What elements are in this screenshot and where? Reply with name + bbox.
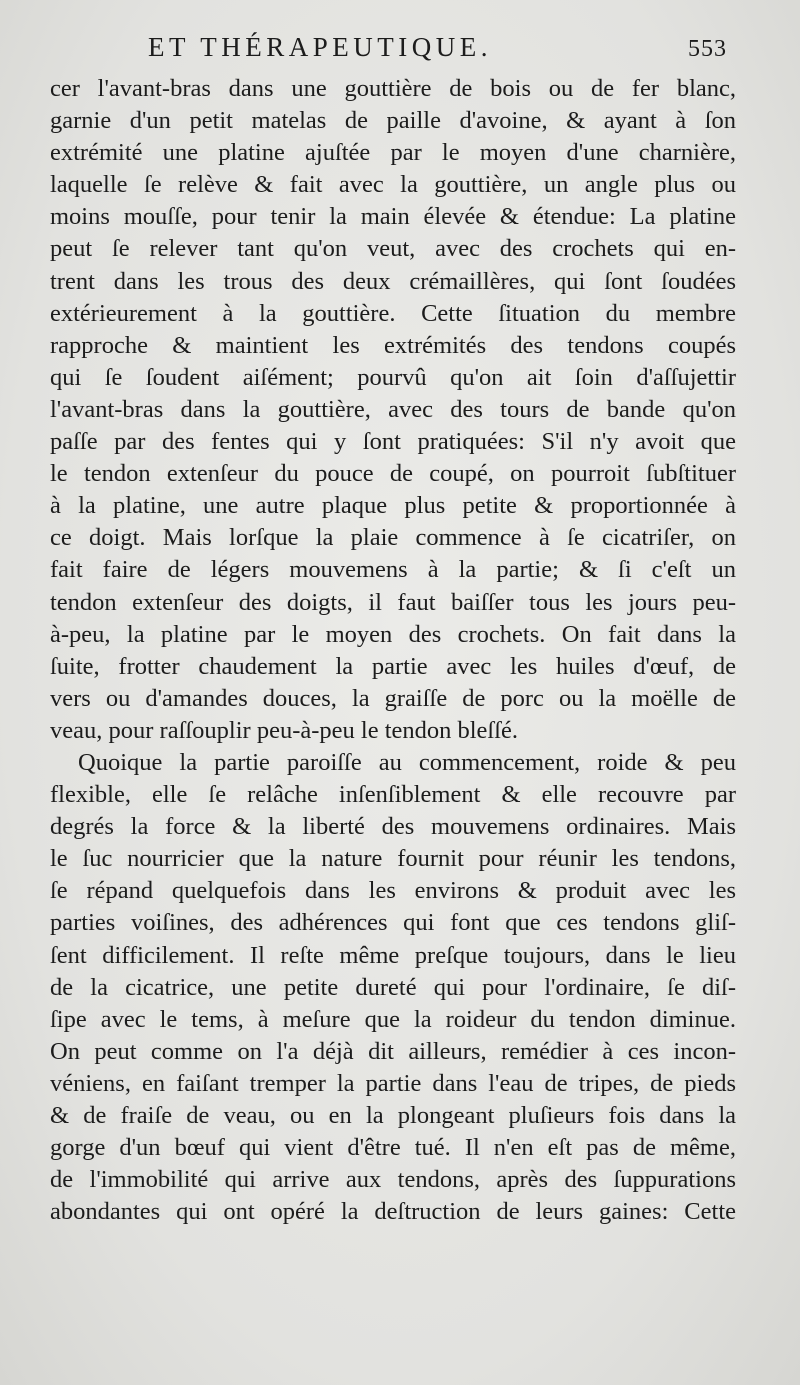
running-title: ET THÉRAPEUTIQUE.	[148, 32, 492, 62]
text-line: qui ſe ſoudent aiſément; pourvû qu'on ait ſoin d'aſſujettir	[50, 363, 736, 391]
paragraph	[50, 73, 736, 747]
text-line: & de fraiſe de veau, ou en la plongeant pluſieurs fois dans la	[50, 1102, 736, 1129]
text-line: flexible, elle ſe relâche inſenſiblement & elle recouvre par	[50, 781, 736, 809]
text-line: gorge d'un bœuf qui vient d'être tué. Il n'en eſt pas de même,	[50, 1134, 736, 1162]
text-line: véniens, en faiſant tremper la partie dans l'eau de tripes, de pieds	[50, 1069, 736, 1097]
page-number: 553	[688, 36, 727, 62]
text-line: extérieurement à la gouttière. Cette ſituation du membre	[50, 299, 736, 327]
text-line: degrés la force & la liberté des mouvemens ordinaires. Mais	[50, 813, 736, 841]
text-line: fait faire de légers mouvemens à la partie; & ſi c'eſt un	[50, 556, 736, 584]
text-line: moins mouſſe, pour tenir la main élevée & étendue: La platine	[50, 203, 736, 231]
text-line: ſent difficilement. Il reſte même preſque toujours, dans le lieu	[50, 941, 736, 969]
text-line: garnie d'un petit matelas de paille d'avoine, & ayant à ſon	[50, 107, 736, 135]
text-line: ſe répand quelquefois dans les environs & produit avec les	[50, 877, 736, 905]
text-line: paſſe par des fentes qui y ſont pratiquées: S'il n'y avoit que	[50, 428, 736, 456]
text-line: cer l'avant-bras dans une gouttière de bois ou de fer blanc,	[50, 75, 736, 102]
text-line: ce doigt. Mais lorſque la plaie commence à ſe cicatriſer, on	[50, 524, 736, 552]
text-line: à la platine, une autre plaque plus petite & proportionnée à	[50, 492, 736, 520]
text-line: ſuite, frotter chaudement la partie avec les huiles d'œuf, de	[50, 652, 736, 680]
text-line: Quoique la partie paroiſſe au commencement, roide & peu	[78, 748, 736, 776]
running-head	[0, 30, 800, 70]
text-line: l'avant-bras dans la gouttière, avec des tours de bande qu'on	[50, 395, 736, 423]
paragraph	[50, 747, 736, 1228]
body-text	[50, 73, 736, 1228]
text-line: vers ou d'amandes douces, la graiſſe de porc ou la moëlle de	[50, 684, 736, 712]
text-line: rapproche & maintient les extrémités des tendons coupés	[50, 331, 736, 359]
text-line: le ſuc nourricier que la nature fournit pour réunir les tendons,	[50, 845, 736, 873]
text-line: veau, pour raſſouplir peu-à-peu le tendon bleſſé.	[50, 716, 519, 744]
text-line: parties voiſines, des adhérences qui font que ces tendons gliſ-	[50, 909, 736, 937]
text-line: de l'immobilité qui arrive aux tendons, après des ſuppurations	[50, 1166, 736, 1194]
text-line: laquelle ſe relève & fait avec la gouttière, un angle plus ou	[50, 171, 736, 199]
text-line: ſipe avec le tems, à meſure que la roideur du tendon diminue.	[50, 1005, 736, 1033]
text-line: peut ſe relever tant qu'on veut, avec des crochets qui en-	[50, 235, 736, 263]
text-line: tendon extenſeur des doigts, il faut baiſſer tous les jours peu-	[50, 588, 736, 616]
text-line: extrémité une platine ajuſtée par le moyen d'une charnière,	[50, 139, 736, 167]
text-line: abondantes qui ont opéré la deſtruction de leurs gaines: Cette	[50, 1198, 736, 1226]
text-line: le tendon extenſeur du pouce de coupé, on pourroit ſubſtituer	[50, 460, 736, 488]
text-line: à-peu, la platine par le moyen des crochets. On fait dans la	[50, 620, 736, 648]
text-line: de la cicatrice, une petite dureté qui pour l'ordinaire, ſe diſ-	[50, 973, 736, 1001]
text-line: trent dans les trous des deux crémaillères, qui ſont ſoudées	[50, 267, 736, 295]
text-line: On peut comme on l'a déjà dit ailleurs, remédier à ces incon-	[50, 1037, 736, 1065]
